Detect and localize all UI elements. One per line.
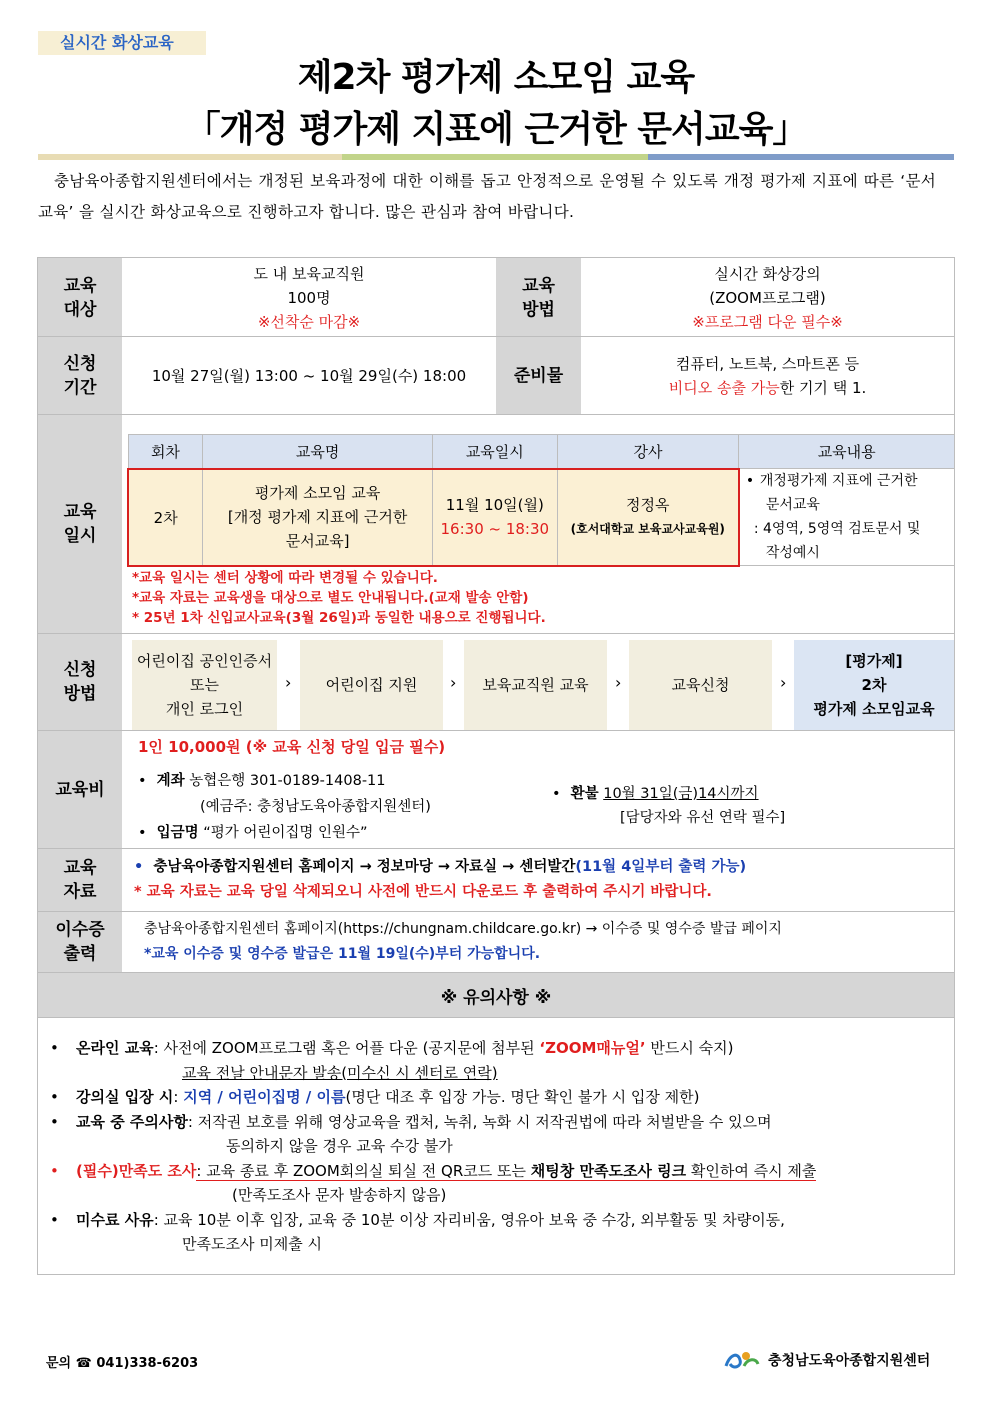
phone-icon: ☎ — [75, 1356, 92, 1371]
note-item: • 온라인 교육: 사전에 ZOOM프로그램 혹은 어플 다운 (공지문에 첨부된 ‘ZOOM매뉴얼’ 반드시 숙지) — [50, 1039, 734, 1057]
note-item: • (필수)만족도 조사: 교육 종료 후 ZOOM회의실 퇴실 전 QR코드 또는 채팅창 만족도조사 링크 확인하여 즉시 제출 — [50, 1161, 817, 1180]
fee-amount: 1인 10,000원 (※ 교육 신청 당일 입금 필수) — [138, 738, 446, 756]
col-header: 강사 — [557, 435, 739, 469]
round-cell: 2차 — [128, 469, 203, 566]
notes-title: ※ 유의사항 ※ — [38, 973, 954, 1017]
apply-step-support: 어린이집 지원 — [300, 640, 443, 730]
intro-paragraph: 충남육아종합지원센터에서는 개정된 보육과정에 대한 이해를 돕고 안정적으로 운영될 수 있도록 개정 평가제 지표에 따른 ‘문서교육’ 을 실시간 화상교육으로 진행하고자 합니다. 많은 관심과 참여 바랍니다. — [38, 172, 936, 221]
note-item: • 미수료 사유: 교육 10분 이후 입장, 교육 중 10분 이상 자리비움, 영유아 보육 중 수강, 외부활동 및 차량이동, — [50, 1210, 785, 1229]
cert-info: 충남육아종합지원센터 홈페이지(https://chungnam.childcare.go.kr) → 이수증 및 영수증 발급 페이지 *교육 이수증 및 영수증 발급은 11월 19일(수)부터 가능합니다. — [144, 921, 782, 962]
target-label: 교육 대상 — [38, 258, 122, 337]
arrow-icon: › — [615, 673, 622, 692]
schedule-table — [127, 434, 955, 567]
material-label: 교육 자료 — [38, 849, 122, 911]
arrow-icon: › — [285, 673, 292, 692]
title-line1: 제2차 평가제 소모임 교육 — [297, 57, 695, 98]
method-label: 교육 방법 — [496, 258, 581, 337]
apply-step-staff-edu: 보육교직원 교육 — [464, 640, 607, 730]
period-label: 신청 기간 — [38, 337, 122, 414]
title-line2: 「개정 평가제 지표에 근거한 문서교육」 — [184, 109, 808, 150]
note-item: • 강의실 입장 시: 지역 / 어린이집명 / 이름(명단 대조 후 입장 가능. 명단 확인 불가 시 입장 제한) — [50, 1088, 700, 1106]
date-cell: 11월 10일(월) 16:30 ~ 18:30 — [432, 469, 557, 566]
logo-icon — [722, 1348, 762, 1372]
schedule-label: 교육 일시 — [38, 415, 122, 633]
content-cell: • 개정평가제 지표에 근거한 문서교육 : 4영역, 5영역 검토문서 및 작성예시 — [739, 469, 955, 566]
arrow-icon: › — [780, 673, 787, 692]
prep-label: 준비물 — [496, 337, 581, 414]
arrow-icon: › — [450, 673, 457, 692]
apply-step-request: 교육신청 — [629, 640, 772, 730]
category-tag: 실시간 화상교육 — [38, 31, 206, 55]
fee-account: • 계좌 농협은행 301-0189-1408-11 (예금주: 충청남도육아종합지원센터) • 입금명 “평가 어린이집명 인원수” — [138, 773, 431, 841]
method-value: 실시간 화상강의 (ZOOM프로그램) ※프로그램 다운 필수※ — [692, 264, 843, 331]
col-header: 교육일시 — [432, 435, 557, 469]
col-header: 회차 — [128, 435, 203, 469]
fee-refund: • 환불 10월 31일(금)14시까지 [담당자와 유선 연락 필수] — [552, 786, 786, 826]
apply-step-login: 어린이집 공인인증서 또는 개인 로그인 — [132, 640, 277, 730]
target-value: 도 내 보육교직원 100명 ※선착순 마감※ — [253, 264, 365, 331]
divider-bar — [342, 154, 648, 160]
divider-bar — [38, 154, 342, 160]
schedule-notices: *교육 일시는 센터 상황에 따라 변경될 수 있습니다. *교육 자료는 교육생을 대상으로 별도 안내됩니다.(교재 발송 안함) * 25년 1차 신입교사교육(3월 26일)과 동일한 내용으로 진행됩니다. — [132, 570, 546, 626]
fee-label: 교육비 — [38, 731, 122, 848]
teacher-cell: 정정옥 (호서대학교 보육교사교육원) — [557, 469, 739, 566]
divider-bar — [648, 154, 954, 160]
org-logo: 충청남도육아종합지원센터 — [722, 1348, 930, 1372]
col-header: 교육내용 — [739, 435, 955, 469]
notes-list: • 온라인 교육: 사전에 ZOOM프로그램 혹은 어플 다운 (공지문에 첨부된 ‘ZOOM매뉴얼’ 반드시 숙지) 교육 전날 안내문자 발송(미수신 시 센터로 연락) • 강의실 입장 시: 지역 / 어린이집명 / 이름(명단 대조 후 입장 가능. 명단 확인 불가 시 입장 제한) • 교육 중 주의사항: 저작권 보호를 위해 영상교육을 캡처, 녹취, 녹화 시 저작권법에 따라 처벌받을 수 있으며 동의하지 않을 경우 교육 수강 불가 • (필수)만족도 조사: 교육 종료 후 ZOOM회의실 퇴실 전 QR코드 또는 채팅창 만족도조사 링크 확인하여 즉시 제출 (만족도조사 문자 발송하지 않음) • 미수료 사유: 교육 10분 이후 입장, 교육 중 10분 이상 자리비움, 영유아 보육 중 수강, 외부활동 및 차량이동, 만족도조사 미제출 시 — [50, 1036, 816, 1257]
apply-step-course: [평가제] 2차 평가제 소모임교육 — [794, 640, 954, 730]
period-value: 10월 27일(월) 13:00 ~ 10월 29일(수) 18:00 — [151, 366, 467, 385]
prep-value: 컴퓨터, 노트북, 스마트폰 등 비디오 송출 가능한 기기 택 1. — [668, 354, 867, 397]
apply-label: 신청 방법 — [38, 634, 122, 730]
contact: 문의 ☎ 041)338-6203 — [46, 1356, 199, 1371]
course-name-cell: 평가제 소모임 교육 [개정 평가제 지표에 근거한 문서교육] — [203, 469, 433, 566]
material-info: • 충남육아종합지원센터 홈페이지 → 정보마당 → 자료실 → 센터발간(11월 4일부터 출력 가능) * 교육 자료는 교육 당일 삭제되오니 사전에 반드시 다운로드 후 출력하여 주시기 바랍니다. — [134, 859, 747, 900]
note-item: • 교육 중 주의사항: 저작권 보호를 위해 영상교육을 캡처, 녹취, 녹화 시 저작권법에 따라 처벌받을 수 있으며 — [50, 1112, 772, 1131]
cert-label: 이수증 출력 — [38, 912, 122, 972]
col-header: 교육명 — [203, 435, 433, 469]
